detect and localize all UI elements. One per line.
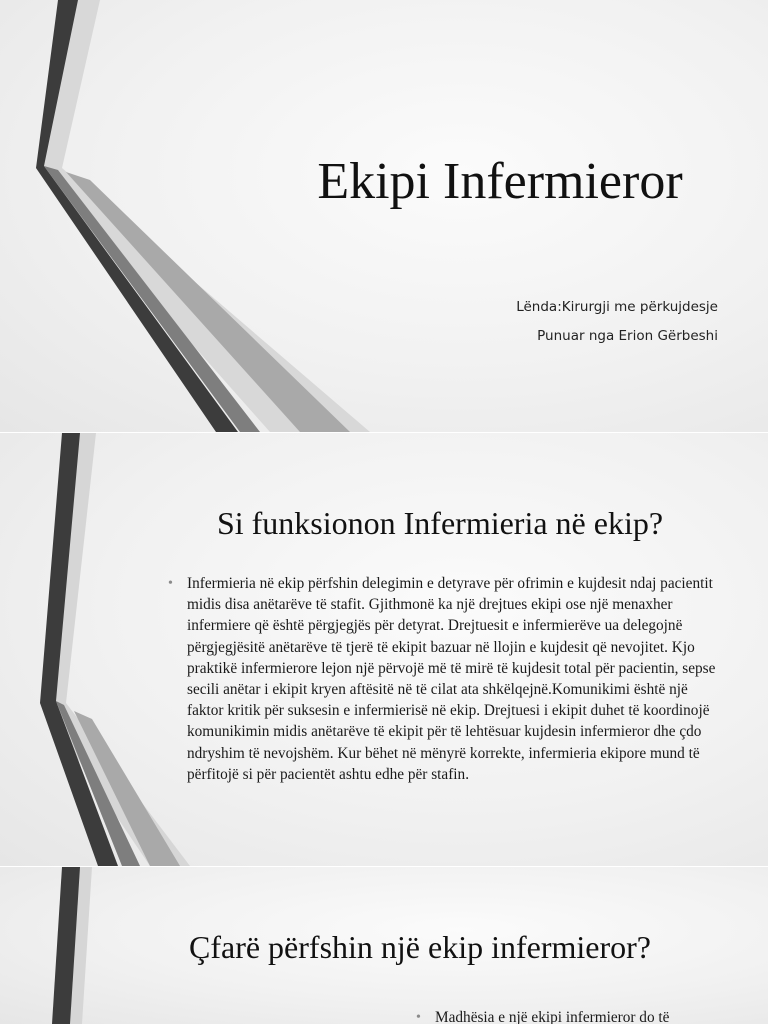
slide-content-2 bbox=[0, 867, 768, 1024]
slide-heading: Si funksionon Infermieria në ekip? bbox=[216, 505, 664, 541]
slide-heading: Çfarë përfshin një ekip infermieror? bbox=[188, 929, 651, 965]
subtitle-subject: Lënda:Kirurgji me përkujdesje bbox=[516, 299, 718, 315]
bullet-marker: • bbox=[168, 576, 173, 591]
slide-content-1 bbox=[0, 433, 768, 866]
bullet-marker: • bbox=[416, 1010, 421, 1024]
bullet-list bbox=[168, 573, 728, 785]
subtitle-author: Punuar nga Erion Gërbeshi bbox=[537, 328, 718, 344]
bullet-text: Infermieria në ekip përfshin delegimin e detyrave për ofrimin e kujdesit ndaj pacientit midis disa anëtarëve të stafit. Gjithmonë ka një drejtues ekipi ose një menaxher infermiere që është përgjegjës për detyrat. Drejtuesit e infermierëve ua delegojnë përgjegjësitë anëtarëve të tjerë të ekipit bazuar në llojin e kujdesit që nevojitet. Kjo praktikë infermierore lejon një përvojë më të mirë të kujdesit total për pacientin, sepse secili anëtar i ekipit kryen aftësitë në të cilat ata shkëlqejnë.Komunikimi është një faktor kritik për suksesin e infermierisë në ekip. Drejtuesi i ekipit duhet të koordinojë komunikimin midis anëtarëve të ekipit për të lehtësuar kujdesin infermieror dhe çdo ndryshim të nevojshëm. Kur bëhet në mënyrë korrekte, infermieria ekipore mund të përfitojë si për pacientët ashtu edhe për stafin. bbox=[187, 575, 716, 783]
presentation-title: Ekipi Infermieror bbox=[317, 153, 683, 210]
bullet-list bbox=[416, 1007, 756, 1024]
bullet-text: Madhësia e një ekipi infermieror do të bbox=[435, 1009, 670, 1024]
slide-title bbox=[0, 0, 768, 432]
bullet-item bbox=[168, 573, 728, 785]
bullet-item bbox=[416, 1007, 756, 1024]
slide-decoration bbox=[0, 0, 768, 432]
deco-mid-band bbox=[44, 166, 260, 432]
